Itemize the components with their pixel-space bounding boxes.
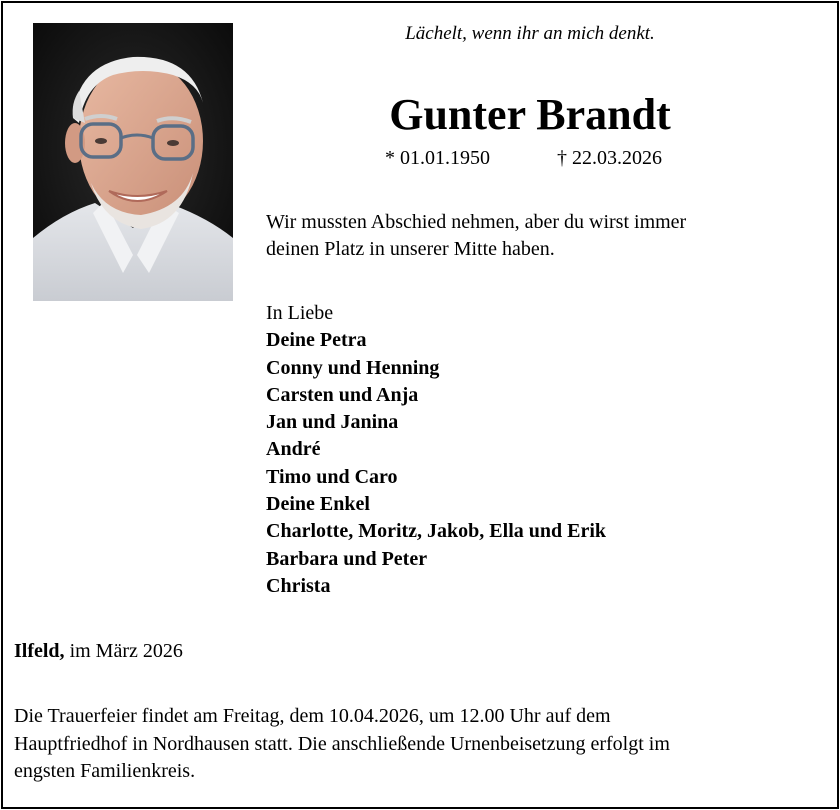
mourner-name: Barbara und Peter (266, 547, 428, 570)
mourner-name: Christa (266, 574, 331, 597)
mourners-list (266, 300, 786, 600)
mourner-name: Timo und Caro (266, 465, 398, 488)
farewell-quote (266, 209, 786, 263)
mourner-name: André (266, 438, 321, 461)
mourner-name: Deine Enkel (266, 493, 370, 516)
funeral-notice (14, 703, 824, 786)
place-date: im März 2026 (64, 640, 183, 662)
notice-line: Die Trauerfeier findet am Freitag, dem 10.04.2026, um 12.00 Uhr auf dem (14, 705, 611, 727)
mourner-name: Charlotte, Moritz, Jakob, Ella und Erik (266, 520, 607, 543)
motto: Lächelt, wenn ihr an mich denkt. (405, 23, 655, 44)
quote-line: deinen Platz in unserer Mitte haben. (266, 238, 555, 260)
portrait-photo (33, 23, 233, 301)
deceased-name: Gunter Brandt (389, 90, 671, 139)
mourner-name: Conny und Henning (266, 356, 440, 379)
mourner-name: Carsten und Anja (266, 383, 419, 406)
notice-line: Hauptfriedhof in Nordhausen statt. Die anschließende Urnenbeisetzung erfolgt im (14, 732, 670, 755)
birth-date: * 01.01.1950 (385, 147, 490, 169)
notice-line: engsten Familienkreis. (14, 760, 196, 782)
death-date: † 22.03.2026 (557, 147, 662, 169)
mourner-name: Jan und Janina (266, 411, 399, 434)
place-and-date (14, 638, 183, 665)
mourner-name: Deine Petra (266, 329, 367, 352)
quote-line: Wir mussten Abschied nehmen, aber du wirst immer (266, 211, 687, 233)
place-town: Ilfeld, (14, 640, 65, 662)
mourners-intro: In Liebe (266, 302, 334, 324)
